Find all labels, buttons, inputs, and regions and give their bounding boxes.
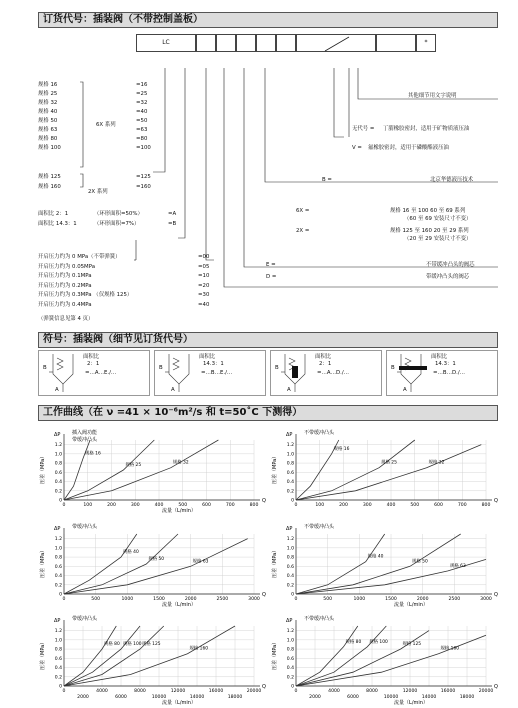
area-ratio-note: （环形面积=7%） bbox=[94, 221, 140, 227]
y-tick-label: 0 bbox=[291, 498, 294, 504]
flow-pressure-chart bbox=[270, 430, 498, 522]
curve-heading: 工作曲线（在 ν =41 × 10⁻⁶m²/s 和 t=50˚C 下测得） bbox=[38, 405, 498, 421]
series-label: 规格 125 bbox=[142, 642, 161, 648]
spring-note: （弹簧信息见第 4 页） bbox=[38, 316, 94, 322]
series-label: 规格 63 bbox=[450, 563, 466, 569]
y-tick-label: 1.0 bbox=[54, 638, 62, 644]
y-tick-label: 0.8 bbox=[286, 647, 294, 653]
y-tick-label: 1.0 bbox=[54, 452, 62, 458]
series-line bbox=[296, 440, 339, 500]
x-tick-label: 16000 bbox=[440, 689, 456, 694]
series-label: 规格 50 bbox=[148, 557, 165, 562]
x-axis-symbol: Q bbox=[494, 592, 498, 598]
size-code: =63 bbox=[136, 127, 148, 133]
port-b-label: B bbox=[275, 365, 279, 371]
series-label: 规格 160 bbox=[189, 646, 209, 652]
e-label: E = bbox=[266, 262, 276, 268]
symbol-ratio-value: 14.3：1 bbox=[435, 361, 456, 367]
y-tick-label: 1.2 bbox=[54, 443, 62, 449]
x-tick-label: 1000 bbox=[121, 597, 134, 602]
x-tick-label: 1000 bbox=[353, 597, 366, 602]
area-ratio-note: （环形面积=50%） bbox=[94, 211, 143, 217]
x-axis-label: 流量（L/min） bbox=[162, 508, 196, 514]
x-tick-label: 800 bbox=[249, 503, 259, 508]
symbol-ratio-label: 面积比 bbox=[83, 354, 100, 360]
x-tick-label: 1500 bbox=[153, 597, 165, 602]
cracking-label: 开启压力约为 0.05MPa bbox=[38, 263, 96, 270]
series-label: 规格 100 bbox=[123, 642, 142, 648]
x6-sub: （60 至 69 安装尺寸不变） bbox=[404, 216, 472, 222]
series-line bbox=[64, 626, 116, 686]
series-label: 规格 25 bbox=[381, 460, 397, 466]
x-tick-label: 20000 bbox=[246, 689, 262, 694]
cracking-label: 开启压力约为 0 MPa（不带弹簧） bbox=[38, 254, 121, 260]
y-tick-label: 1.2 bbox=[54, 537, 62, 543]
size-label: 规格 16 bbox=[38, 82, 58, 88]
x-tick-label: 3000 bbox=[248, 597, 260, 602]
series-label: 规格 63 bbox=[192, 559, 209, 565]
x-axis-symbol: Q bbox=[494, 684, 498, 690]
x-tick-label: 500 bbox=[410, 503, 420, 508]
y-axis-label: 压差（MPa） bbox=[40, 547, 46, 578]
port-a-label: A bbox=[403, 387, 407, 393]
symbol-code: =…B…E./… bbox=[201, 370, 233, 376]
port-b-label: B bbox=[43, 365, 47, 371]
x-tick-label: 10000 bbox=[383, 695, 399, 700]
y-tick-label: 0.4 bbox=[286, 480, 294, 486]
y-tick-label: 0.2 bbox=[286, 675, 294, 681]
area-ratio-label: 面积比 14.3：1 bbox=[38, 221, 77, 227]
x-tick-label: 12000 bbox=[402, 689, 418, 694]
y-tick-label: 1.0 bbox=[286, 638, 294, 644]
y-tick-label: 1.2 bbox=[286, 629, 294, 635]
code-box: * bbox=[416, 34, 436, 52]
size-code: =100 bbox=[136, 145, 151, 151]
x-tick-label: 0 bbox=[294, 689, 298, 694]
x2-label: 2X = bbox=[296, 228, 310, 234]
x-axis-label: 流量（L/min） bbox=[162, 602, 196, 608]
cracking-code: =30 bbox=[198, 292, 210, 299]
x-tick-label: 2000 bbox=[184, 597, 197, 602]
x-tick-label: 0 bbox=[62, 689, 66, 694]
symbol-code: =…A…D./… bbox=[317, 370, 350, 376]
size-label: 规格 100 bbox=[38, 145, 61, 151]
y-axis-label: 压差（MPa） bbox=[272, 453, 278, 484]
y-tick-label: 0.2 bbox=[286, 583, 294, 589]
size-label: 规格 32 bbox=[38, 100, 58, 106]
y-axis-symbol: ΔP bbox=[286, 526, 293, 532]
cracking-code: =05 bbox=[198, 263, 210, 270]
symbol-ratio-value: 2：1 bbox=[87, 361, 100, 367]
symbol-code: =…A…E./… bbox=[85, 370, 117, 376]
series-label: 规格 80 bbox=[104, 642, 120, 648]
area-ratio-code: =B bbox=[168, 221, 177, 227]
symbol-heading: 符号：插装阀（细节见订货代号） bbox=[38, 332, 498, 348]
size-code: =50 bbox=[136, 118, 148, 124]
y-tick-label: 1.0 bbox=[286, 452, 294, 458]
size-label: 规格 160 bbox=[38, 184, 61, 190]
x-tick-label: 6000 bbox=[115, 695, 127, 700]
flow-pressure-chart bbox=[270, 524, 498, 616]
y-tick-label: 0 bbox=[59, 592, 62, 598]
order-code-heading: 订货代号：插装阀（不带控制盖板） bbox=[38, 12, 498, 28]
y-tick-label: 0.8 bbox=[286, 555, 294, 561]
x-axis-label: 流量（L/min） bbox=[394, 700, 428, 706]
x-tick-label: 700 bbox=[225, 503, 235, 508]
x-tick-label: 2000 bbox=[416, 597, 429, 602]
y-axis-symbol: ΔP bbox=[54, 618, 61, 624]
x-tick-label: 12000 bbox=[170, 689, 186, 694]
size-code: =25 bbox=[136, 91, 148, 97]
x-tick-label: 800 bbox=[481, 503, 491, 508]
valve-symbol-icon bbox=[281, 352, 321, 396]
seal-none-text: 丁腈橡胶密封，适用于矿物质液压油 bbox=[383, 126, 470, 132]
chart-title: 不带缓冲凸头 bbox=[304, 524, 335, 530]
x-tick-label: 400 bbox=[386, 503, 396, 508]
cracking-code: =00 bbox=[198, 254, 210, 260]
x-axis-symbol: Q bbox=[262, 684, 266, 690]
b-text: 北京华德液压技术 bbox=[430, 177, 474, 183]
series-2x-label: 2X 系列 bbox=[88, 189, 108, 195]
valve-symbol-icon bbox=[49, 352, 89, 396]
y-tick-label: 0.6 bbox=[54, 470, 62, 476]
x-tick-label: 600 bbox=[202, 503, 211, 508]
valve-symbol-icon bbox=[165, 352, 205, 396]
code-box: LC bbox=[136, 34, 196, 52]
symbol-cell bbox=[38, 350, 150, 396]
y-axis-label: 压差（MPa） bbox=[272, 639, 278, 670]
x-tick-label: 200 bbox=[107, 503, 116, 508]
size-code: =160 bbox=[136, 184, 151, 190]
flow-pressure-chart bbox=[38, 616, 266, 708]
x-tick-label: 400 bbox=[154, 503, 164, 508]
x-tick-label: 500 bbox=[178, 503, 188, 508]
y-tick-label: 0 bbox=[291, 684, 294, 690]
cracking-code: =40 bbox=[198, 302, 210, 308]
y-tick-label: 1.2 bbox=[286, 537, 294, 543]
x-tick-label: 200 bbox=[339, 503, 348, 508]
size-label: 规格 40 bbox=[38, 109, 58, 115]
x-tick-label: 18000 bbox=[459, 695, 475, 700]
x-tick-label: 4000 bbox=[96, 689, 108, 694]
y-tick-label: 0.4 bbox=[286, 666, 294, 672]
y-tick-label: 0.6 bbox=[54, 564, 62, 570]
x2-sub: （20 至 29 安装尺寸不变） bbox=[404, 236, 472, 242]
valve-symbol-icon bbox=[397, 352, 437, 396]
x-tick-label: 18000 bbox=[227, 695, 243, 700]
symbol-code: =…B…D./… bbox=[433, 370, 466, 376]
x-tick-label: 8000 bbox=[134, 689, 146, 694]
symbol-cell bbox=[154, 350, 266, 396]
x-tick-label: 300 bbox=[130, 503, 140, 508]
flow-pressure-chart bbox=[270, 616, 498, 708]
series-line bbox=[296, 534, 385, 594]
series-label: 规格 40 bbox=[367, 554, 384, 560]
port-b-label: B bbox=[159, 365, 163, 371]
y-tick-label: 0.6 bbox=[54, 656, 62, 662]
x-tick-label: 1500 bbox=[385, 597, 397, 602]
y-tick-label: 0.2 bbox=[54, 489, 62, 495]
series-label: 规格 125 bbox=[402, 642, 422, 648]
x-tick-label: 700 bbox=[457, 503, 467, 508]
y-tick-label: 1.0 bbox=[286, 546, 294, 552]
x-axis-symbol: Q bbox=[262, 592, 266, 598]
size-code: =16 bbox=[136, 82, 148, 88]
y-tick-label: 0.2 bbox=[286, 489, 294, 495]
x-axis-label: 流量（L/min） bbox=[162, 700, 196, 706]
x-tick-label: 500 bbox=[91, 597, 101, 602]
x-tick-label: 100 bbox=[315, 503, 325, 508]
y-tick-label: 1.0 bbox=[54, 546, 62, 552]
y-tick-label: 1.2 bbox=[54, 629, 62, 635]
x6-label: 6X = bbox=[296, 208, 310, 214]
series-label: 规格 100 bbox=[369, 639, 388, 645]
x-tick-label: 2500 bbox=[216, 597, 229, 602]
seal-none-label: 无代号 = bbox=[352, 126, 375, 132]
d-label: D = bbox=[266, 274, 277, 280]
port-a-label: A bbox=[171, 387, 175, 393]
x-tick-label: 0 bbox=[294, 503, 298, 508]
symbol-cell bbox=[270, 350, 382, 396]
x-tick-label: 6000 bbox=[347, 695, 359, 700]
cracking-label: 开启压力约为 0.2MPa bbox=[38, 282, 92, 289]
y-axis-label: 压差（MPa） bbox=[40, 639, 46, 670]
x-tick-label: 14000 bbox=[189, 695, 205, 700]
damping-nose-mark bbox=[292, 366, 298, 378]
chart-title: 插入阀功能 bbox=[72, 430, 98, 436]
damping-nose-mark bbox=[399, 366, 427, 370]
flow-pressure-chart bbox=[38, 430, 266, 522]
port-b-label: B bbox=[391, 365, 395, 371]
series-label: 规格 160 bbox=[440, 646, 460, 652]
area-ratio-code: =A bbox=[168, 211, 177, 217]
area-ratio-label: 面积比 2：1 bbox=[38, 211, 69, 217]
y-tick-label: 0.8 bbox=[54, 461, 62, 467]
chart-title: 不带缓冲凸头 bbox=[304, 616, 335, 622]
d-text: 带缓冲凸头的阀芯 bbox=[426, 274, 470, 280]
y-tick-label: 0.6 bbox=[286, 564, 294, 570]
y-tick-label: 0.2 bbox=[54, 675, 62, 681]
symbol-ratio-label: 面积比 bbox=[315, 354, 332, 360]
series-line bbox=[296, 626, 358, 686]
other-details: 其他细节用文字说明 bbox=[408, 93, 457, 99]
x-tick-label: 300 bbox=[362, 503, 372, 508]
x6-text: 规格 16 至 100 60 至 69 系列 bbox=[390, 208, 466, 214]
series-label: 规格 50 bbox=[412, 559, 428, 565]
series-label: 规格 32 bbox=[172, 460, 189, 466]
y-axis-symbol: ΔP bbox=[286, 618, 293, 624]
y-tick-label: 0.8 bbox=[286, 461, 294, 467]
series-label: 规格 16 bbox=[85, 451, 101, 457]
chart-subtitle: 带缓冲凸头 bbox=[72, 437, 98, 443]
series-label: 规格 40 bbox=[123, 550, 139, 556]
series-label: 规格 80 bbox=[345, 639, 362, 645]
y-tick-label: 1.2 bbox=[286, 443, 294, 449]
size-code: =80 bbox=[136, 136, 148, 142]
port-a-label: A bbox=[287, 387, 291, 393]
port-a-label: A bbox=[55, 387, 59, 393]
seal-v-text: 氟橡胶密封，适用于磷酸酯液压油 bbox=[368, 145, 449, 151]
b-label: B = bbox=[322, 177, 332, 183]
y-tick-label: 0.4 bbox=[54, 574, 62, 580]
x-axis-label: 流量（L/min） bbox=[394, 602, 428, 608]
size-label: 规格 80 bbox=[38, 136, 58, 142]
y-tick-label: 0.4 bbox=[54, 666, 62, 672]
chart-title: 不带缓冲凸头 bbox=[304, 430, 335, 436]
size-code: =125 bbox=[136, 174, 151, 180]
y-axis-symbol: ΔP bbox=[54, 432, 61, 438]
symbol-ratio-value: 14.3：1 bbox=[203, 361, 224, 367]
size-label: 规格 50 bbox=[38, 118, 58, 124]
x-tick-label: 0 bbox=[62, 503, 66, 508]
series-label: 规格 32 bbox=[428, 460, 445, 466]
chart-title: 带缓冲凸头 bbox=[72, 524, 98, 530]
symbol-ratio-label: 面积比 bbox=[431, 354, 448, 360]
series-label: 规格 16 bbox=[333, 446, 350, 452]
x-tick-label: 500 bbox=[323, 597, 333, 602]
size-label: 规格 125 bbox=[38, 174, 61, 180]
y-tick-label: 0 bbox=[59, 684, 62, 690]
y-tick-label: 0.4 bbox=[54, 480, 62, 486]
y-tick-label: 0 bbox=[59, 498, 62, 504]
y-axis-symbol: ΔP bbox=[54, 526, 61, 532]
x-axis-symbol: Q bbox=[262, 498, 266, 504]
e-text: 不带缓冲凸头的阀芯 bbox=[426, 262, 475, 268]
cracking-code: =10 bbox=[198, 273, 210, 280]
x-tick-label: 0 bbox=[294, 597, 298, 602]
y-tick-label: 0 bbox=[291, 592, 294, 598]
x-tick-label: 2000 bbox=[309, 695, 321, 700]
x2-text: 规格 125 至 160 20 至 29 系列 bbox=[390, 228, 469, 234]
symbol-ratio-label: 面积比 bbox=[199, 354, 216, 360]
x-tick-label: 4000 bbox=[328, 689, 340, 694]
series-6x-label: 6X 系列 bbox=[96, 122, 116, 128]
x-axis-symbol: Q bbox=[494, 498, 498, 504]
symbol-cell bbox=[386, 350, 498, 396]
series-label: 规格 25 bbox=[125, 463, 142, 468]
size-code: =40 bbox=[136, 109, 148, 115]
series-line bbox=[64, 626, 235, 686]
cracking-label: 开启压力约为 0.1MPa bbox=[38, 273, 92, 280]
x-tick-label: 600 bbox=[434, 503, 443, 508]
size-code: =32 bbox=[136, 100, 148, 106]
datasheet-page bbox=[38, 12, 498, 706]
y-axis-label: 压差（MPa） bbox=[272, 547, 278, 578]
y-tick-label: 0.4 bbox=[286, 574, 294, 580]
y-axis-label: 压差（MPa） bbox=[40, 453, 46, 484]
chart-title: 带缓冲凸头 bbox=[72, 616, 98, 622]
x-tick-label: 10000 bbox=[151, 695, 167, 700]
x-tick-label: 8000 bbox=[366, 689, 378, 694]
y-tick-label: 0.8 bbox=[54, 555, 62, 561]
x-tick-label: 2000 bbox=[77, 695, 89, 700]
x-tick-label: 3000 bbox=[480, 597, 492, 602]
cracking-label: 开启压力约为 0.3MPa （仅规格 125） bbox=[38, 292, 133, 299]
x-tick-label: 100 bbox=[83, 503, 93, 508]
x-tick-label: 20000 bbox=[478, 689, 494, 694]
size-label: 规格 25 bbox=[38, 91, 58, 97]
x-tick-label: 14000 bbox=[421, 695, 437, 700]
cracking-code: =20 bbox=[198, 282, 210, 289]
y-tick-label: 0.6 bbox=[286, 656, 294, 662]
symbol-ratio-value: 2：1 bbox=[319, 361, 332, 367]
y-axis-symbol: ΔP bbox=[286, 432, 293, 438]
x-tick-label: 0 bbox=[62, 597, 66, 602]
x-tick-label: 16000 bbox=[208, 689, 224, 694]
y-tick-label: 0.8 bbox=[54, 647, 62, 653]
y-tick-label: 0.6 bbox=[286, 470, 294, 476]
cracking-label: 开启压力约为 0.4MPa bbox=[38, 302, 92, 308]
series-line bbox=[296, 626, 386, 686]
size-label: 规格 63 bbox=[38, 127, 58, 133]
x-tick-label: 2500 bbox=[448, 597, 461, 602]
flow-pressure-chart bbox=[38, 524, 266, 616]
seal-v-label: V = bbox=[352, 145, 362, 151]
y-tick-label: 0.2 bbox=[54, 583, 62, 589]
